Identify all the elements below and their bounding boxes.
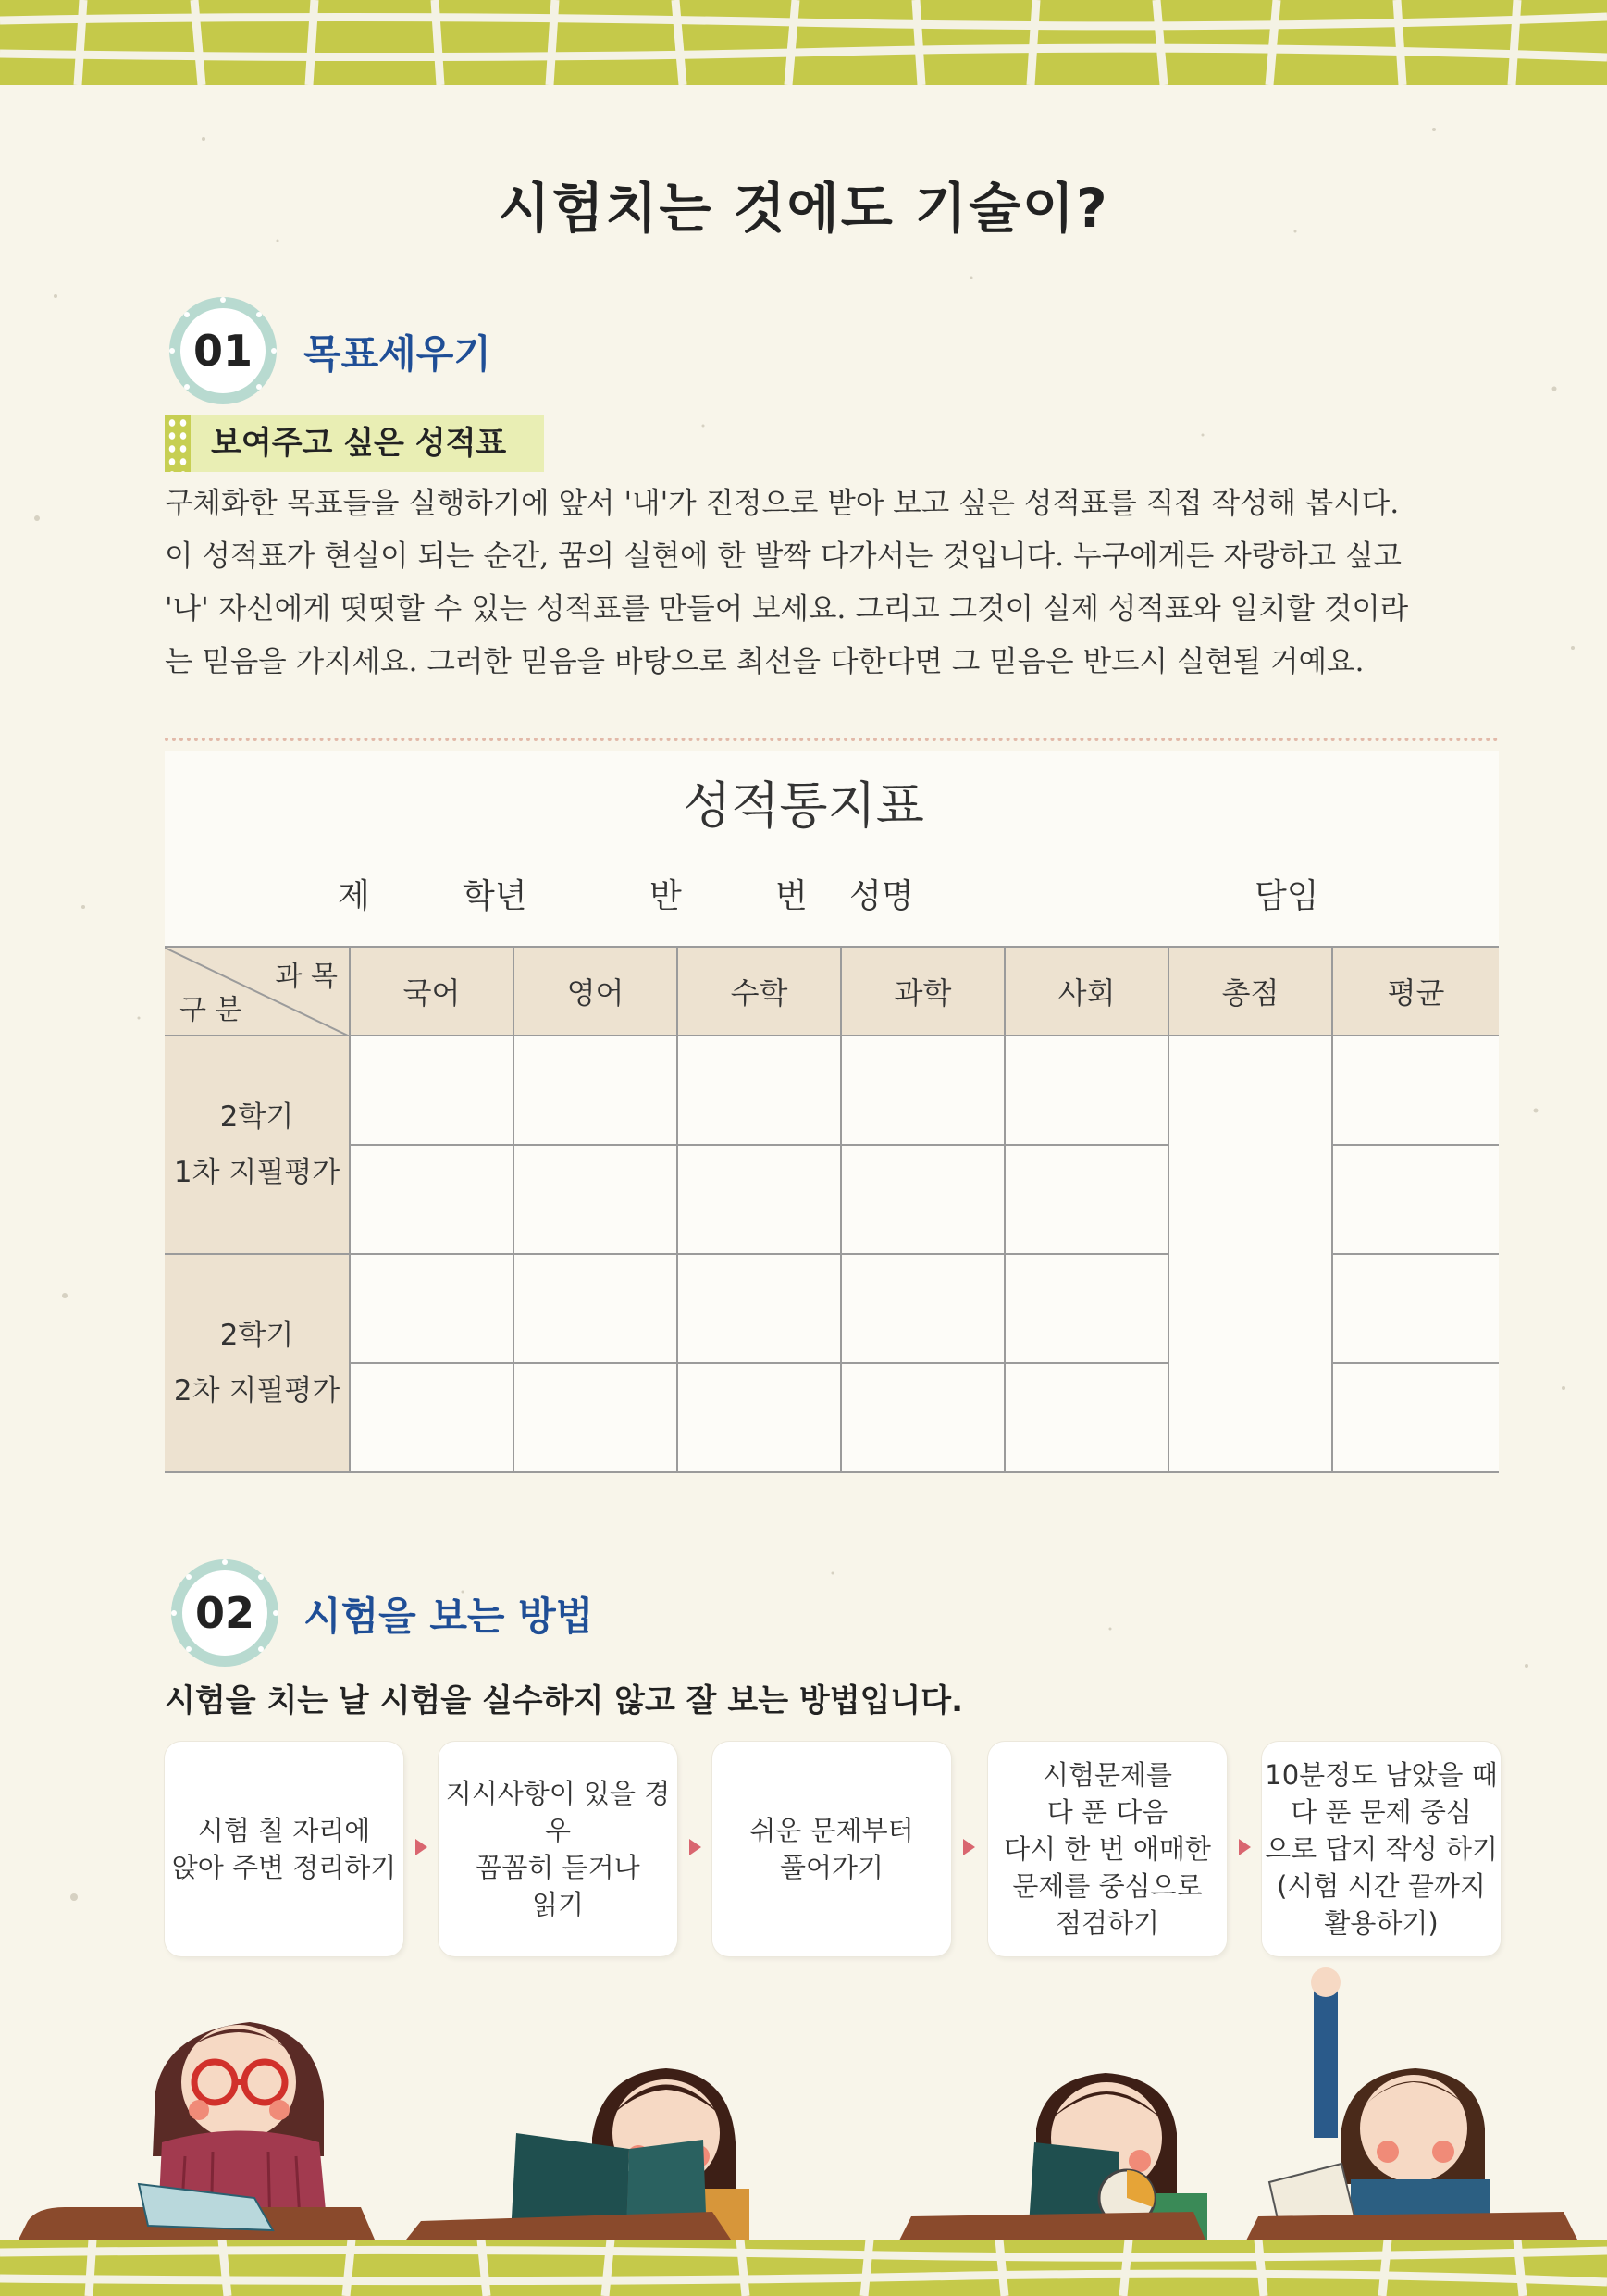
- step-text: 쉬운 문제부터 풀어가기: [749, 1815, 914, 1883]
- intro-line: '나' 자신에게 떳떳할 수 있는 성적표를 만들어 보세요. 그리고 그것이 실제 성적표와 일치할 것이라: [165, 592, 1409, 626]
- term-label-line: 2학기: [219, 1319, 294, 1352]
- grade-cell[interactable]: [677, 1036, 841, 1145]
- grade-cell[interactable]: [841, 1254, 1005, 1363]
- grade-cell[interactable]: [513, 1363, 677, 1472]
- subject-header: 국어: [350, 947, 513, 1036]
- section-1-badge: [167, 294, 279, 407]
- info-class: 반: [649, 877, 682, 915]
- grade-cell[interactable]: [677, 1254, 841, 1363]
- table-row: [165, 1036, 1499, 1145]
- grade-cell[interactable]: [513, 1036, 677, 1145]
- subject-header: 총점: [1168, 947, 1332, 1036]
- table-corner-header: [165, 947, 350, 1036]
- arrow-right-icon: [689, 1839, 701, 1855]
- grade-cell[interactable]: [841, 1363, 1005, 1472]
- subject-header: 평균: [1332, 947, 1499, 1036]
- header-category-label: 구 분: [179, 994, 242, 1026]
- arrow-right-icon: [963, 1839, 975, 1855]
- intro-line: 구체화한 목표들을 실행하기에 앞서 '내'가 진정으로 받아 보고 싶은 성적표를 직접 작성해 봅시다.: [165, 487, 1400, 520]
- grade-cell[interactable]: [350, 1363, 513, 1472]
- term-label: [165, 1036, 350, 1254]
- grade-cell[interactable]: [1005, 1036, 1168, 1145]
- grade-cell[interactable]: [841, 1036, 1005, 1145]
- subject-header: 수학: [677, 947, 841, 1036]
- average-cell[interactable]: [1332, 1145, 1499, 1254]
- grade-cell[interactable]: [1005, 1254, 1168, 1363]
- intro-line: 는 믿음을 가지세요. 그러한 믿음을 바탕으로 최선을 다한다면 그 믿음은 반드시 실현될 거예요.: [165, 645, 1365, 678]
- section-1-number: 01: [192, 326, 253, 376]
- step-text: 시험 칠 자리에 앉아 주변 정리하기: [171, 1815, 397, 1883]
- subject-header: 과학: [841, 947, 1005, 1036]
- grade-cell[interactable]: [1005, 1363, 1168, 1472]
- term-label-line: 1차 지필평가: [173, 1156, 340, 1189]
- bottom-grid-border: [0, 2240, 1607, 2296]
- page-title: 시험치는 것에도 기술이?: [498, 177, 1109, 240]
- step-card: [712, 1742, 951, 1956]
- step-card: [439, 1742, 677, 1956]
- section-2-lead: 시험을 치는 날 시험을 실수하지 않고 잘 보는 방법입니다.: [165, 1682, 964, 1719]
- info-number: 번: [775, 877, 808, 915]
- average-cell[interactable]: [1332, 1363, 1499, 1472]
- step-card: [1262, 1742, 1501, 1956]
- grade-cell[interactable]: [677, 1363, 841, 1472]
- grade-cell[interactable]: [513, 1145, 677, 1254]
- grades-table: [165, 946, 1499, 1473]
- arrow-right-icon: [1239, 1839, 1251, 1855]
- step-text: 10분정도 남았을 때 다 푼 문제 중심 으로 답지 작성 하기 (시험 시간 끝까지 활용하기): [1265, 1759, 1498, 1939]
- header-subject-label: 과 목: [275, 961, 338, 993]
- arrow-right-icon: [415, 1839, 427, 1855]
- info-grade-prefix: 제: [338, 877, 370, 915]
- sub-heading-text: 보여주고 싶은 성적표: [211, 425, 507, 462]
- top-grid-border: [0, 0, 1607, 85]
- total-cell[interactable]: [1168, 1036, 1332, 1472]
- section-2-badge: [168, 1557, 281, 1669]
- subject-header: 사회: [1005, 947, 1168, 1036]
- step-text: 시험문제를 다 푼 다음 다시 한 번 애매한 문제를 중심으로 점검하기: [1004, 1759, 1211, 1939]
- grade-cell[interactable]: [350, 1254, 513, 1363]
- term-label: [165, 1254, 350, 1472]
- dotted-divider: [165, 738, 1499, 741]
- grade-cell[interactable]: [841, 1145, 1005, 1254]
- term-label-line: 2학기: [219, 1100, 294, 1134]
- dot-pattern-icon: [165, 415, 191, 472]
- term-label-line: 2차 지필평가: [173, 1374, 340, 1408]
- step-card: [988, 1742, 1227, 1956]
- step-card: [165, 1742, 403, 1956]
- step-text: 지시사항이 있을 경우 꼼꼼히 듣거나 읽기: [445, 1778, 671, 1920]
- section-2-title: 시험을 보는 방법: [303, 1594, 594, 1639]
- grade-cell[interactable]: [677, 1145, 841, 1254]
- info-grade-suffix: 학년: [463, 877, 527, 915]
- sub-heading: [165, 415, 544, 472]
- grade-cell[interactable]: [350, 1036, 513, 1145]
- section-1-title: 목표세우기: [303, 331, 491, 377]
- info-name: 성명: [849, 877, 914, 915]
- grade-cell[interactable]: [350, 1145, 513, 1254]
- average-cell[interactable]: [1332, 1036, 1499, 1145]
- grade-cell[interactable]: [513, 1254, 677, 1363]
- student-raising-hand-boy-icon: [1269, 1967, 1490, 2256]
- report-card-title: 성적통지표: [683, 776, 924, 835]
- info-teacher: 담임: [1255, 877, 1319, 915]
- grade-cell[interactable]: [1005, 1145, 1168, 1254]
- subject-header: 영어: [513, 947, 677, 1036]
- intro-line: 이 성적표가 현실이 되는 순간, 꿈의 실현에 한 발짝 다가서는 것입니다. 누구에게든 자랑하고 싶고: [165, 540, 1402, 573]
- section-2-number: 02: [194, 1588, 254, 1638]
- intro-paragraph: [165, 478, 1506, 689]
- average-cell[interactable]: [1332, 1254, 1499, 1363]
